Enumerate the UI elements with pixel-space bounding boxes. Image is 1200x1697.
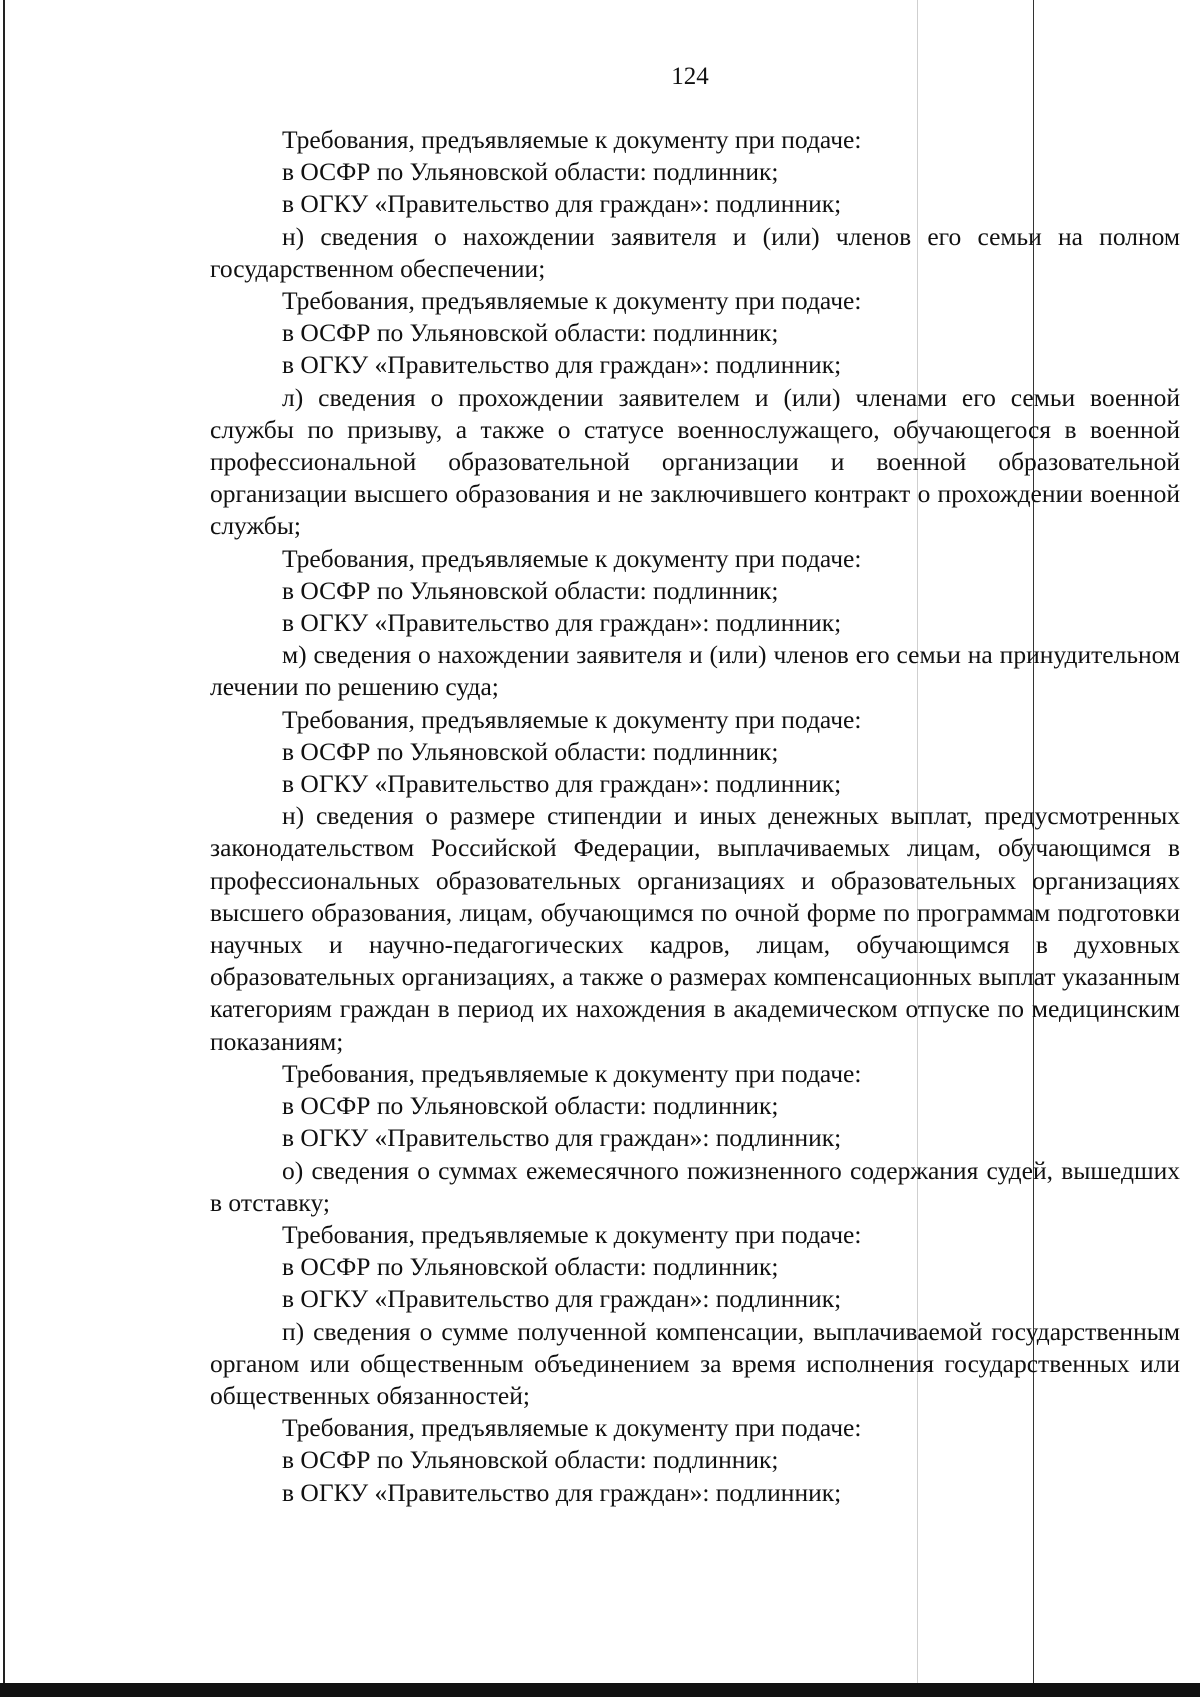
paragraph: в ОСФР по Ульяновской области: подлинник; [282, 157, 779, 187]
paragraph: н) сведения о нахождении заявителя и (или) членов его семьи на полном государственном обеспечении; [210, 221, 1180, 283]
paragraph: Требования, предъявляемые к документу при подаче: [282, 125, 862, 154]
paragraph: Требования, предъявляемые к документу при подаче: [282, 286, 862, 316]
paragraph: Требования, предъявляемые к документу при подаче: [282, 704, 862, 734]
paragraph: в ОГКУ «Правительство для граждан»: подлинник; [282, 1477, 842, 1507]
scan-left-edge [3, 0, 5, 1685]
paragraph: н) сведения о размере стипендии и иных денежных выплат, предусмотренных законодательством Российской Федерации, выплачиваемых лицам, обучающимся в профессиональных образовательных организациях и образовательных организациях высшего образования, лицам, обучающимся по очной форме по программам подготовки научных и научно-педагогических кадров, лицам, обучающимся в духовных образовательных организациях, а также о размерах компенсационных выплат указанным категориям граждан в период их нахождения в академическом отпуске по медицинским показаниям; [210, 801, 1180, 1056]
paragraph: в ОГКУ «Правительство для граждан»: подлинник; [282, 350, 842, 380]
paragraph: в ОГКУ «Правительство для граждан»: подлинник; [282, 1123, 842, 1153]
paragraph: Требования, предъявляемые к документу при подаче: [282, 1058, 862, 1088]
paragraph: п) сведения о сумме полученной компенсации, выплачиваемой государственным органом или общественным объединением за время исполнения государственных или общественных обязанностей; [210, 1316, 1180, 1410]
scan-bottom-border [0, 1683, 1200, 1697]
paragraph: л) сведения о прохождении заявителем и (или) членами его семьи военной службы по призыву, а также о статусе военнослужащего, обучающегося в военной профессиональной образовательной организации и военной образовательной организации высшего образования и не заключившего контракт о прохождении военной службы; [210, 382, 1180, 541]
paragraph: в ОГКУ «Правительство для граждан»: подлинник; [282, 1284, 842, 1314]
paragraph: Требования, предъявляемые к документу при подаче: [282, 1413, 862, 1443]
paragraph: в ОСФР по Ульяновской области: подлинник; [282, 575, 779, 605]
paragraph: в ОГКУ «Правительство для граждан»: подлинник; [282, 769, 842, 799]
paragraph: в ОСФР по Ульяновской области: подлинник; [282, 1091, 779, 1121]
paragraph: Требования, предъявляемые к документу при подаче: [282, 1219, 862, 1249]
document-body [210, 124, 1180, 1509]
paragraph: Требования, предъявляемые к документу при подаче: [282, 543, 862, 573]
paragraph: в ОСФР по Ульяновской области: подлинник; [282, 1445, 779, 1475]
paragraph: в ОГКУ «Правительство для граждан»: подлинник; [282, 608, 842, 638]
page-number: 124 [671, 63, 709, 90]
paragraph: в ОСФР по Ульяновской области: подлинник; [282, 1252, 779, 1282]
paragraph: в ОГКУ «Правительство для граждан»: подлинник; [282, 189, 842, 219]
paragraph: о) сведения о суммах ежемесячного пожизненного содержания судей, вышедших в отставку; [210, 1155, 1180, 1217]
paragraph: в ОСФР по Ульяновской области: подлинник; [282, 736, 779, 766]
paragraph: м) сведения о нахождении заявителя и (или) членов его семьи на принудительном лечении по решению суда; [210, 640, 1180, 702]
paragraph: в ОСФР по Ульяновской области: подлинник; [282, 318, 779, 348]
